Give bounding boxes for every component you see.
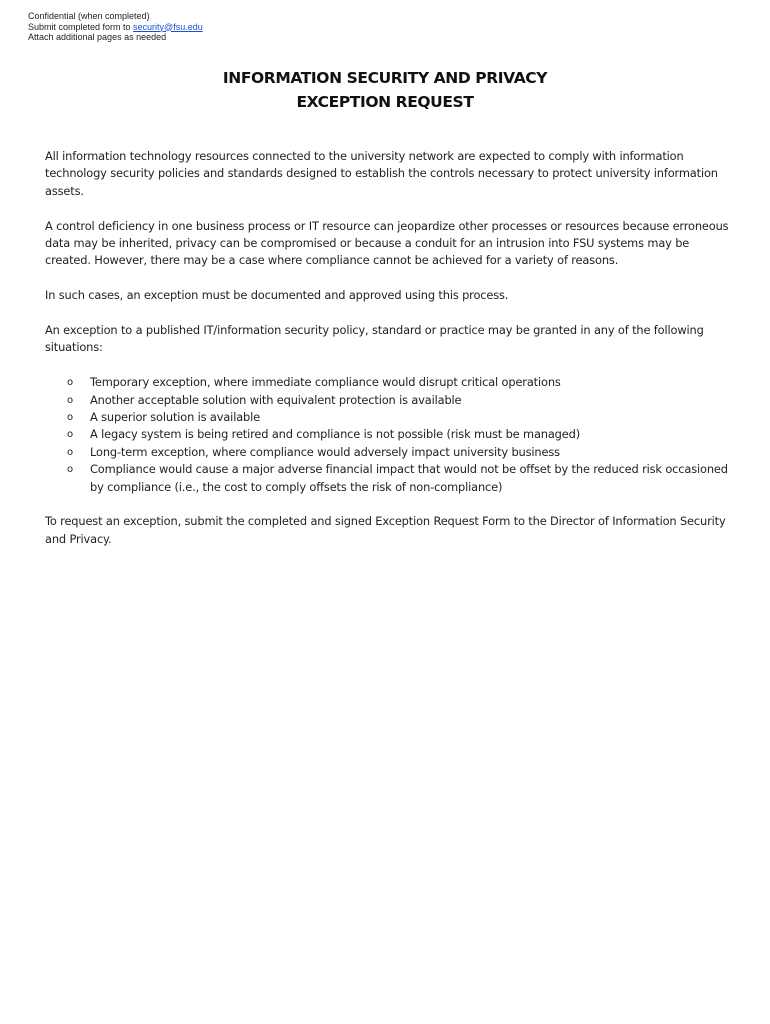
list-item-text: Long-term exception, where compliance would adversely impact university business <box>90 444 560 459</box>
bullet-marker: o <box>67 412 73 424</box>
bullet-marker: o <box>67 464 73 476</box>
bullet-marker: o <box>67 446 73 458</box>
situations-paragraph: An exception to a published IT/information security policy, standard or practice may be granted in any of the following situations: <box>45 323 704 355</box>
submit-note-prefix: Submit completed form to <box>28 21 134 32</box>
list-item-text: Another acceptable solution with equivalent protection is available <box>90 392 462 407</box>
bullet-marker: o <box>67 429 73 441</box>
list-item <box>45 374 735 391</box>
situations-list <box>45 374 735 496</box>
submit-note <box>28 22 203 33</box>
list-item-text: Temporary exception, where immediate compliance would disrupt critical operations <box>90 375 561 390</box>
page-title <box>0 66 770 114</box>
attach-note: Attach additional pages as needed <box>28 32 167 42</box>
control-deficiency-paragraph: A control deficiency in one business process or IT resource can jeopardize other processes or resources because erroneous data may be inherited, privacy can be compromised or because a conduit for an intrusion into FSU systems may be created. However, there may be a case where compliance cannot be achieved for a variety of reasons. <box>45 218 729 268</box>
list-item-text: A legacy system is being retired and compliance is not possible (risk must be managed) <box>90 427 580 442</box>
list-item-text: A superior solution is available <box>90 410 260 425</box>
exception-process-paragraph: In such cases, an exception must be documented and approved using this process. <box>45 288 509 303</box>
list-item <box>45 392 735 409</box>
bullet-marker: o <box>67 377 73 389</box>
bullet-marker: o <box>67 394 73 406</box>
confidential-note: Confidential (when completed) <box>28 11 150 21</box>
title-line-1: INFORMATION SECURITY AND PRIVACY <box>222 69 548 87</box>
document-body <box>45 148 735 566</box>
list-item-text: Compliance would cause a major adverse financial impact that would not be offset by the reduced risk occasioned by compliance (i.e., the cost to comply offsets the risk of non-compliance) <box>90 462 728 494</box>
title-line-2: EXCEPTION REQUEST <box>296 93 474 111</box>
intro-paragraph: All information technology resources connected to the university network are expected to comply with information technology security policies and standards designed to establish the controls necessary to protect university information assets. <box>45 149 718 198</box>
request-instructions-paragraph: To request an exception, submit the completed and signed Exception Request Form to the Director of Information Security and Privacy. <box>45 514 726 546</box>
security-email-link[interactable]: security@fsu.edu <box>133 21 203 32</box>
list-item <box>45 426 735 443</box>
list-item <box>45 444 735 461</box>
header-notes <box>28 11 203 43</box>
list-item <box>45 461 735 496</box>
list-item <box>45 409 735 426</box>
